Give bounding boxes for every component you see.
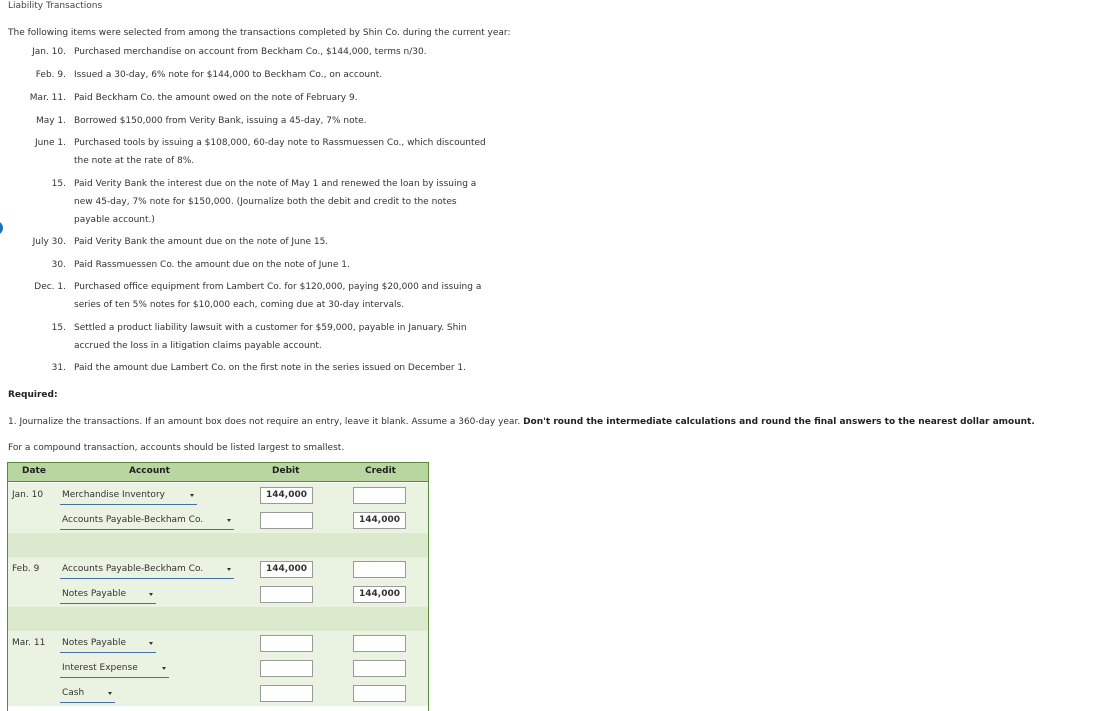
account-select[interactable] — [60, 585, 156, 604]
credit-input[interactable] — [353, 635, 406, 652]
journal-table — [7, 462, 429, 711]
journal-row — [8, 483, 428, 508]
transaction-text: Paid Verity Bank the amount due on the note of June 15. — [74, 237, 329, 247]
debit-input[interactable] — [260, 635, 313, 652]
chevron-down-icon — [227, 568, 231, 571]
chevron-down-icon — [190, 494, 194, 497]
header-date: Date — [22, 466, 46, 476]
transaction-text: Issued a 30-day, 6% note for $144,000 to Beckham Co., on account. — [74, 70, 383, 80]
transaction-text: Paid Beckham Co. the amount owed on the note of February 9. — [74, 93, 358, 103]
journal-row — [8, 557, 428, 582]
credit-input[interactable] — [353, 561, 406, 578]
chevron-down-icon — [108, 692, 112, 695]
instruction-text — [8, 417, 1035, 427]
account-select[interactable] — [60, 659, 169, 678]
chevron-down-icon — [149, 593, 153, 596]
account-select-value: Notes Payable — [62, 638, 126, 648]
transaction-text: series of ten 5% notes for $10,000 each, coming due at 30-day intervals. — [74, 300, 405, 310]
transaction-date: July 30. — [32, 237, 66, 247]
debit-input[interactable]: 144,000 — [260, 561, 313, 578]
account-select[interactable] — [60, 486, 197, 505]
intro-text: The following items were selected from among the transactions completed by Shin Co. during the current year: — [8, 28, 511, 38]
journal-header — [8, 463, 428, 482]
debit-input[interactable] — [260, 685, 313, 702]
page-title: Liability Transactions — [8, 1, 103, 11]
transaction-date: Mar. 11. — [29, 93, 66, 103]
header-account: Account — [129, 466, 170, 476]
credit-input[interactable] — [353, 487, 406, 504]
credit-input[interactable]: 144,000 — [353, 586, 406, 603]
account-select[interactable] — [60, 511, 234, 530]
journal-row — [8, 508, 428, 533]
transaction-date: June 1. — [34, 138, 66, 148]
transaction-date: Feb. 9. — [35, 70, 66, 80]
debit-input[interactable] — [260, 660, 313, 677]
transaction-text: new 45-day, 7% note for $150,000. (Journalize both the debit and credit to the notes — [74, 197, 457, 207]
transaction-date: 15. — [51, 323, 66, 333]
journal-row — [8, 631, 428, 656]
chevron-down-icon — [162, 667, 166, 670]
required-heading: Required: — [8, 390, 58, 400]
transaction-text: Paid the amount due Lambert Co. on the first note in the series issued on December 1. — [74, 363, 467, 373]
transaction-text: Paid Verity Bank the interest due on the note of May 1 and renewed the loan by issuing a — [74, 179, 477, 189]
account-select-value: Accounts Payable-Beckham Co. — [62, 515, 204, 525]
account-select[interactable] — [60, 684, 115, 703]
header-debit: Debit — [272, 466, 300, 476]
chevron-down-icon — [149, 642, 153, 645]
credit-input[interactable] — [353, 685, 406, 702]
account-select-value: Merchandise Inventory — [62, 490, 165, 500]
debit-input[interactable] — [260, 586, 313, 603]
account-select-value: Cash — [62, 688, 85, 698]
account-select[interactable] — [60, 560, 234, 579]
transaction-text: Settled a product liability lawsuit with a customer for $59,000, payable in January. Shin — [74, 323, 467, 333]
account-select-value: Interest Expense — [62, 663, 138, 673]
row-date: Mar. 11 — [12, 638, 46, 648]
scroll-marker-icon — [0, 221, 3, 235]
chevron-down-icon — [227, 519, 231, 522]
account-select[interactable] — [60, 634, 156, 653]
transaction-text: accrued the loss in a litigation claims payable account. — [74, 341, 322, 351]
transaction-text: the note at the rate of 8%. — [74, 156, 195, 166]
transaction-date: Jan. 10. — [32, 47, 66, 57]
debit-input[interactable] — [260, 512, 313, 529]
account-select-value: Accounts Payable-Beckham Co. — [62, 564, 204, 574]
transaction-date: 15. — [51, 179, 66, 189]
transaction-date: May 1. — [35, 116, 66, 126]
transaction-text: Paid Rassmuessen Co. the amount due on the note of June 1. — [74, 260, 350, 270]
row-date: Feb. 9 — [12, 564, 40, 574]
transaction-date: 31. — [51, 363, 66, 373]
header-credit: Credit — [365, 466, 396, 476]
row-spacer — [8, 607, 428, 631]
debit-input[interactable]: 144,000 — [260, 487, 313, 504]
transaction-date: Dec. 1. — [34, 282, 66, 292]
row-spacer — [8, 533, 428, 557]
journal-row — [8, 656, 428, 681]
transaction-text: payable account.) — [74, 215, 155, 225]
instruction-main: 1. Journalize the transactions. If an amount box does not require an entry, leave it blank. Assume a 360-day year. — [8, 417, 521, 427]
account-select-value: Notes Payable — [62, 589, 126, 599]
transaction-text: Purchased office equipment from Lambert Co. for $120,000, paying $20,000 and issuing a — [74, 282, 482, 292]
transaction-date: 30. — [51, 260, 66, 270]
transaction-text: Purchased merchandise on account from Beckham Co., $144,000, terms n/30. — [74, 47, 427, 57]
transaction-text: Purchased tools by issuing a $108,000, 60-day note to Rassmuessen Co., which discounted — [74, 138, 486, 148]
journal-row — [8, 582, 428, 607]
row-date: Jan. 10 — [12, 490, 44, 500]
instruction-bold: Don't round the intermediate calculations and round the final answers to the nearest dollar amount. — [523, 417, 1035, 427]
transaction-text: Borrowed $150,000 from Verity Bank, issuing a 45-day, 7% note. — [74, 116, 367, 126]
credit-input[interactable]: 144,000 — [353, 512, 406, 529]
journal-row — [8, 681, 428, 706]
credit-input[interactable] — [353, 660, 406, 677]
compound-note: For a compound transaction, accounts should be listed largest to smallest. — [8, 443, 345, 453]
